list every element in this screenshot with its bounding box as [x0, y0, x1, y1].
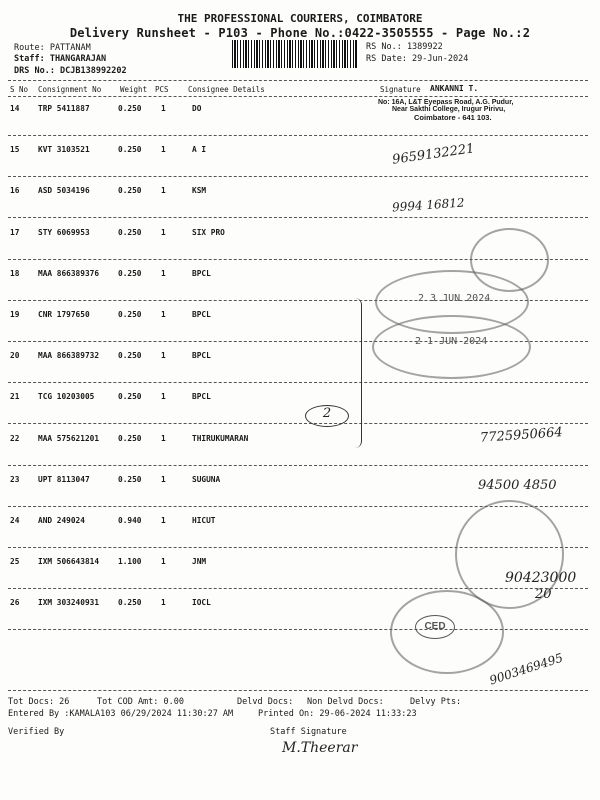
- stamp-line-1: ANKANNI T.: [430, 84, 479, 93]
- row-divider: [8, 217, 588, 218]
- row-consignment-no: KVT 3103521: [38, 145, 90, 155]
- row-consignment-no: IXM 506643814: [38, 557, 100, 567]
- row-sno: 19: [10, 310, 20, 319]
- circled-number: 2: [305, 405, 349, 427]
- stamp-date-1: 2 3 JUN 2024: [418, 293, 491, 304]
- row-weight: 0.940: [118, 516, 142, 525]
- row-consignment-no: CNR 1797650: [38, 310, 90, 319]
- row-pcs: 1: [161, 186, 166, 196]
- row-weight: 0.250: [118, 186, 142, 196]
- ced-seal: CED: [415, 615, 455, 639]
- row-consignee: IOCL: [192, 598, 211, 608]
- row-weight: 0.250: [118, 433, 142, 443]
- row-pcs: 1: [161, 392, 166, 402]
- row-consignment-no: UPT 8113047: [38, 474, 90, 484]
- stamp-line-4: Coimbatore - 641 103.: [414, 113, 492, 122]
- row-consignment-no: MAA 866389376: [38, 268, 100, 278]
- row-sno: 18: [10, 268, 20, 278]
- row-pcs: 1: [161, 104, 166, 113]
- row-consignment-no: IXM 303240931: [38, 598, 100, 608]
- row-divider: [8, 465, 588, 466]
- row-weight: 0.250: [118, 104, 142, 113]
- row-sno: 20: [10, 351, 20, 361]
- row-weight: 0.250: [118, 474, 142, 484]
- row-consignee: JNM: [192, 557, 207, 567]
- row-pcs: 1: [161, 474, 166, 484]
- rs-date: RS Date: 29-Jun-2024: [366, 54, 469, 64]
- row-weight: 0.250: [118, 598, 142, 608]
- company-name: THE PROFESSIONAL COURIERS, COIMBATORE: [177, 12, 423, 25]
- row-pcs: 1: [161, 433, 166, 443]
- row-pcs: 1: [161, 351, 166, 361]
- row-sno: 26: [10, 598, 20, 608]
- handwritten-phone-22: 94500 4850: [478, 478, 557, 493]
- row-consignee: SIX PRO: [192, 227, 225, 237]
- stamp-date-2: 2 1 JUN 2024: [415, 336, 488, 347]
- drs-number: DRS No.: DCJB138992202: [14, 66, 127, 76]
- handwritten-extra-24: 20: [535, 587, 552, 602]
- delivery-points: Delvy Pts:: [410, 697, 462, 707]
- entered-by: Entered By :KAMALA103 06/29/2024 11:30:27 AM: [8, 709, 234, 719]
- row-pcs: 1: [161, 310, 166, 319]
- row-weight: 0.250: [118, 227, 142, 237]
- staff-label: Staff: THANGARAJAN: [14, 54, 107, 64]
- total-docs: Tot Docs: 26: [8, 697, 70, 707]
- row-consignee: KSM: [192, 186, 207, 196]
- row-consignment-no: AND 249024: [38, 516, 85, 525]
- row-consignee: DO: [192, 104, 202, 113]
- row-weight: 0.250: [118, 392, 142, 402]
- route-label: Route: PATTANAM: [14, 43, 91, 53]
- delivered-docs: Delvd Docs:: [237, 697, 294, 707]
- row-sno: 14: [10, 104, 20, 113]
- header-rule-top: [8, 80, 588, 81]
- row-consignee: BPCL: [192, 310, 211, 319]
- row-weight: 0.250: [118, 145, 142, 155]
- row-weight: 0.250: [118, 310, 142, 319]
- col-pcs: PCS: [155, 85, 169, 94]
- round-stamp-3: [470, 228, 549, 292]
- row-consignee: A I: [192, 145, 207, 155]
- row-pcs: 1: [161, 516, 166, 525]
- row-consignment-no: TRP 5411887: [38, 104, 90, 113]
- row-consignee: THIRUKUMARAN: [192, 433, 249, 443]
- row-sno: 24: [10, 516, 20, 525]
- rs-number: RS No.: 1389922: [366, 42, 443, 52]
- row-sno: 21: [10, 392, 20, 402]
- col-consignee: Consignee Details: [188, 85, 265, 94]
- row-consignment-no: MAA 575621201: [38, 433, 100, 443]
- row-pcs: 1: [161, 598, 166, 608]
- runsheet-title: Delivery Runsheet - P103 - Phone No.:0422-3505555 - Page No.:2: [69, 26, 531, 40]
- bracket-mark: [355, 298, 362, 448]
- row-weight: 1.100: [118, 557, 142, 567]
- row-divider: [8, 176, 588, 177]
- barcode: [232, 40, 357, 68]
- col-weight: Weight: [120, 85, 148, 94]
- row-divider: [8, 135, 588, 136]
- verified-by-label: Verified By: [8, 727, 65, 737]
- row-pcs: 1: [161, 227, 166, 237]
- row-pcs: 1: [161, 557, 166, 567]
- row-weight: 0.250: [118, 268, 142, 278]
- staff-signature-label: Staff Signature: [270, 727, 347, 737]
- col-signature: Signature: [380, 85, 421, 94]
- row-pcs: 1: [161, 268, 166, 278]
- row-consignee: HICUT: [192, 516, 216, 525]
- row-consignment-no: ASD 5034196: [38, 186, 90, 196]
- handwritten-phone-15: 9659132221: [391, 141, 476, 168]
- staff-signature-scrawl: M.Theerar: [282, 740, 358, 756]
- row-divider: [8, 382, 588, 383]
- handwritten-phone-16: 9994 16812: [391, 195, 465, 215]
- row-sno: 23: [10, 474, 20, 484]
- row-consignee: BPCL: [192, 351, 211, 361]
- round-stamp-2: [372, 315, 531, 379]
- row-pcs: 1: [161, 145, 166, 155]
- row-sno: 15: [10, 145, 20, 155]
- handwritten-phone-24: 90423000: [505, 570, 577, 586]
- handwritten-phone-21: 7725950664: [479, 425, 564, 446]
- handwritten-phone-26: 9003469495: [487, 650, 565, 688]
- stamp-line-3: Near Sakthi College, Irugur Pirivu,: [392, 106, 506, 113]
- non-delivered-docs: Non Delvd Docs:: [307, 697, 384, 707]
- row-weight: 0.250: [118, 351, 142, 361]
- col-consignment: Consignment No: [38, 85, 102, 94]
- row-consignee: BPCL: [192, 392, 211, 402]
- row-consignment-no: TCG 10203005: [38, 392, 95, 402]
- row-sno: 25: [10, 557, 20, 567]
- row-sno: 22: [10, 433, 20, 443]
- row-consignee: SUGUNA: [192, 474, 221, 484]
- row-consignee: BPCL: [192, 268, 211, 278]
- col-sno: S No: [10, 85, 29, 94]
- row-divider: [8, 423, 588, 424]
- row-sno: 17: [10, 227, 20, 237]
- printed-on: Printed On: 29-06-2024 11:33:23: [258, 709, 417, 719]
- row-consignment-no: STY 6069953: [38, 227, 90, 237]
- stamp-line-2: No: 16A, L&T Eyepass Road, A.G. Pudur,: [378, 99, 514, 106]
- company-stamp: [360, 84, 590, 122]
- row-consignment-no: MAA 866389732: [38, 351, 100, 361]
- total-cod: Tot COD Amt: 0.00: [97, 697, 184, 707]
- row-sno: 16: [10, 186, 20, 196]
- footer-rule: [8, 690, 588, 691]
